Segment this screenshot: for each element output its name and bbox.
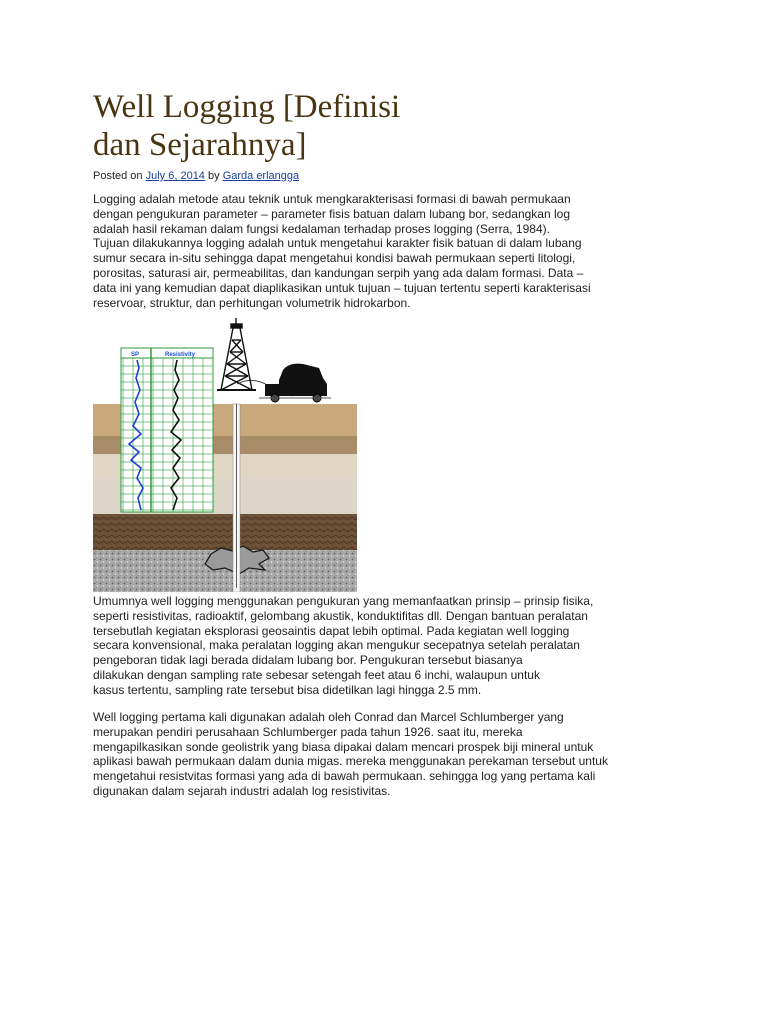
text-line: pengeboran tidak lagi berada didalam lubang bor. Pengukuran tersebut biasanya	[93, 653, 523, 668]
text-line: Tujuan dilakukannya logging adalah untuk mengetahui karakter fisik batuan di dalam lubang	[93, 236, 582, 251]
text-line: kasus tertentu, sampling rate tersebut bisa didetilkan lagi hingga 2.5 mm.	[93, 682, 482, 697]
text-line: merupakan pendiri perusahaan Schlumberger pada tahun 1926. saat itu, mereka	[93, 724, 523, 739]
text-line: data ini yang kemudian dapat diaplikasikan untuk tujuan – tujuan tertentu seperti karakterisasi	[93, 280, 591, 295]
paragraph-principles	[93, 594, 693, 698]
article-title	[93, 88, 513, 164]
resistivity-track-label: Resistivity	[165, 352, 196, 358]
shale-layer	[93, 514, 357, 550]
text-line: dilakukan dengan sampling rate sebesar setengah feet atau 6 inchi, walaupun untuk	[93, 667, 540, 682]
text-line: seperti resistivitas, radioaktif, gelombang akustik, konduktifitas dll. Dengan bantuan peralatan	[93, 608, 588, 623]
text-line: aplikasi bawah permukaan dalam dunia migas. mereka menggunakan perekaman tersebut untuk	[93, 754, 608, 769]
text-line: sumur secara in-situ sehingga dapat mengetahui kondisi bawah permukaan seperti litologi,	[93, 251, 576, 266]
text-line: adalah hasil rekaman dalam fungsi kedalaman terhadap proses logging (Serra, 1984).	[93, 221, 550, 236]
text-line: Umumnya well logging menggunakan pengukuran yang memanfaatkan prinsip – prinsip fisika,	[93, 594, 594, 608]
author-link[interactable]: Garda erlangga	[222, 170, 300, 182]
well-logging-illustration	[93, 318, 357, 592]
sp-track-label: SP	[131, 352, 140, 358]
text-line: mengetahui resistvitas formasi yang ada di bawah permukaan. sehingga log yang pertama kali	[93, 769, 596, 784]
text-line: dengan pengukuran parameter – parameter fisis batuan dalam lubang bor, sedangkan log	[93, 206, 570, 221]
post-meta	[93, 170, 299, 182]
paragraph-intro	[93, 192, 693, 310]
text-line: tersebutlah kegiatan eksplorasi geosaintis dapat lebih optimal. Pada kegiatan well logging	[93, 623, 570, 638]
text-line: secara konvensional, maka peralatan logging akan mengukur secepatnya setelah peralatan	[93, 638, 580, 653]
post-date-link[interactable]: July 6, 2014	[145, 170, 205, 182]
text-line: Well logging pertama kali digunakan adalah oleh Conrad dan Marcel Schlumberger yang	[93, 710, 564, 724]
by-label: by	[208, 170, 220, 182]
posted-on-label: Posted on	[93, 170, 143, 182]
text-line: Logging adalah metode atau teknik untuk mengkarakterisasi formasi di bawah permukaan	[93, 192, 571, 206]
title-line-2: dan Sejarahnya]	[93, 127, 307, 163]
well-logging-diagram	[93, 318, 357, 592]
paragraph-history	[93, 710, 693, 799]
title-line-1: Well Logging [Definisi	[93, 89, 401, 125]
text-line: digunakan dalam sejarah industri adalah log resistivitas.	[93, 783, 391, 798]
text-line: porositas, saturasi air, permeabilitas, dan kandungan serpih yang ada dalam formasi. Data –	[93, 265, 584, 280]
text-line: reservoar, struktur, dan perhitungan volumetrik hidrokarbon.	[93, 295, 411, 310]
text-line: mengapilkasikan sonde geolistrik yang biasa dipakai dalam mencari prospek biji mineral untuk	[93, 739, 594, 754]
